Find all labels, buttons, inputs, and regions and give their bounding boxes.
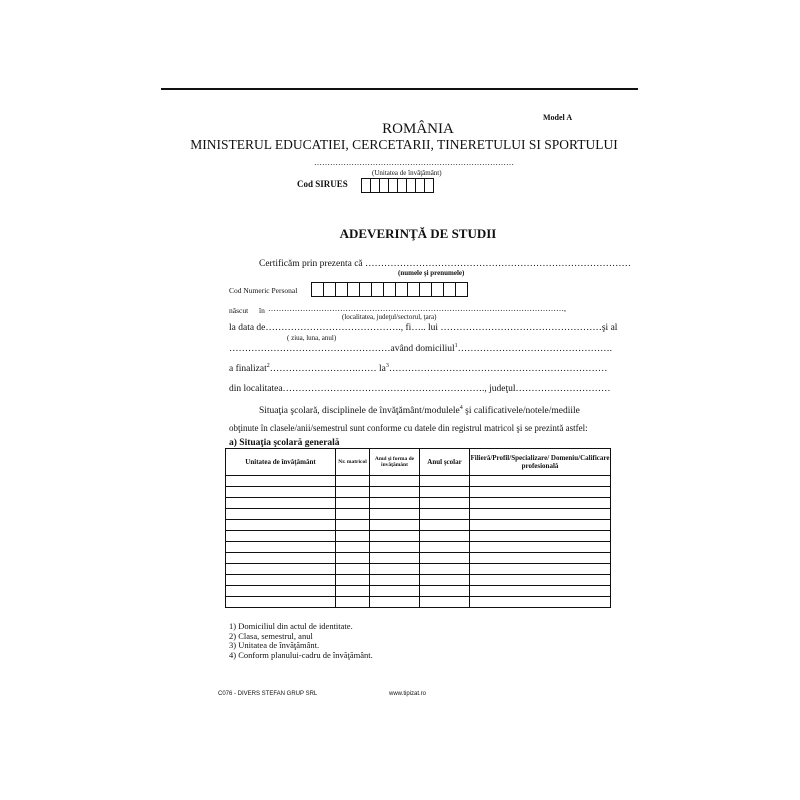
table-cell[interactable] [226, 542, 336, 553]
table-cell[interactable] [420, 575, 470, 586]
table-cell[interactable] [470, 498, 611, 509]
table-cell[interactable] [226, 509, 336, 520]
situation-paragraph-1 [259, 405, 609, 416]
domicile-line[interactable] [229, 343, 612, 354]
table-cell[interactable] [226, 487, 336, 498]
table-cell[interactable] [420, 509, 470, 520]
table-cell[interactable] [226, 520, 336, 531]
footnote-ref-4: 4 [459, 405, 463, 411]
situation-text-b: şi calificativele/notele/mediile [465, 406, 580, 417]
table-cell[interactable] [370, 553, 420, 564]
table-cell[interactable] [226, 575, 336, 586]
table-cell[interactable] [226, 531, 336, 542]
table-cell[interactable] [370, 586, 420, 597]
table-cell[interactable] [370, 487, 420, 498]
col-header-year-form: Anul şi forma de învăţământ [370, 449, 420, 476]
table-cell[interactable] [470, 476, 611, 487]
footnote-ref-1: 1 [454, 343, 458, 349]
model-label: Model A [543, 113, 573, 122]
place-caption: (localitatea, judeţul/sectorul, ţara) [342, 313, 437, 321]
situation-paragraph-2: obţinute în clasele/anii/semestrul sunt conforme cu datele din registrul matricol şi se prezintă astfel: [229, 423, 588, 433]
locality-line[interactable]: din localitatea………………………………………………………., judeţul………………………… [229, 384, 611, 394]
table-row [226, 564, 611, 575]
table-cell[interactable] [226, 564, 336, 575]
footnote-2: 2) Clasa, semestrul, anul [229, 630, 313, 641]
footnote-4: 4) Conform planului-cadru de învăţământ. [229, 649, 373, 660]
table-cell[interactable] [470, 509, 611, 520]
table-cell[interactable] [470, 531, 611, 542]
table-cell[interactable] [420, 564, 470, 575]
table-cell[interactable] [370, 476, 420, 487]
table-cell[interactable] [420, 586, 470, 597]
col-header-unit: Unitatea de învăţământ [226, 449, 336, 476]
table-cell[interactable] [336, 564, 370, 575]
finalized-text-a: a finalizat [229, 364, 267, 375]
table-cell[interactable] [470, 597, 611, 608]
table-row [226, 575, 611, 586]
date-caption: ( ziua, luna, anul) [287, 334, 337, 342]
table-cell[interactable] [470, 520, 611, 531]
table-cell[interactable] [370, 575, 420, 586]
table-cell[interactable] [226, 597, 336, 608]
table-cell[interactable] [336, 586, 370, 597]
name-field[interactable]: ………………………………………………………………………… [365, 259, 631, 269]
table-cell[interactable] [336, 542, 370, 553]
domicile-text-b: …………………………………………. [457, 344, 612, 355]
table-cell[interactable] [336, 531, 370, 542]
table-cell[interactable] [370, 597, 420, 608]
table-cell[interactable] [226, 476, 336, 487]
table-cell[interactable] [336, 509, 370, 520]
birthdate-line[interactable]: la data de……………………………………., fi….. lui ……………………………………………şi al [229, 323, 618, 333]
table-cell[interactable] [336, 487, 370, 498]
table-cell[interactable] [370, 498, 420, 509]
top-rule [161, 88, 638, 90]
name-caption: (numele şi prenumele) [398, 269, 465, 277]
footer-website[interactable]: www.tipizat.ro [389, 691, 427, 697]
section-a-title: a) Situaţia şcolară generală [229, 438, 340, 448]
table-cell[interactable] [470, 575, 611, 586]
table-header-row [226, 449, 611, 476]
col-header-registry: Nr. matricol [336, 449, 370, 476]
document-title: ADEVERINŢĂ DE STUDII [339, 226, 497, 241]
sirues-label: Cod SIRUES [297, 179, 348, 189]
situation-text-a: Situaţia şcolară, disciplinele de învăţământ/modulele [259, 406, 460, 417]
born-in-label: în [259, 306, 265, 315]
col-header-specialization: Filieră/Profil/Specializare/ Domeniu/Calificare profesională [470, 449, 611, 476]
table-row [226, 542, 611, 553]
table-cell[interactable] [420, 520, 470, 531]
cnp-label: Cod Numeric Personal [229, 286, 298, 295]
table-row [226, 531, 611, 542]
table-row [226, 597, 611, 608]
sirues-boxes[interactable] [361, 178, 434, 193]
table-cell[interactable] [336, 520, 370, 531]
domicile-text-a: ……………………………………………avȃnd domiciliul [229, 344, 455, 355]
table-row [226, 586, 611, 597]
table-cell[interactable] [470, 553, 611, 564]
unit-dots: ………………………………………………………………… [314, 158, 514, 167]
certify-text: Certificăm prin prezenta că [259, 259, 363, 269]
table-cell[interactable] [470, 586, 611, 597]
footnote-3: 3) Unitatea de învăţământ. [229, 640, 320, 650]
unit-caption: (Unitatea de învăţământ) [372, 169, 442, 177]
table-cell[interactable] [370, 509, 420, 520]
table-row [226, 498, 611, 509]
table-cell[interactable] [470, 564, 611, 575]
table-cell[interactable] [226, 586, 336, 597]
school-situation-table [225, 448, 611, 608]
footnote-ref-2: 2 [266, 363, 270, 369]
col-header-school-year: Anul şcolar [420, 449, 470, 476]
birthplace-field[interactable]: …………………………………………………………………………………………………, [268, 304, 566, 313]
table-cell[interactable] [420, 553, 470, 564]
footnote-1: 1) Domiciliul din actul de identitate. [229, 621, 353, 631]
ministry-title: MINISTERUL EDUCATIEI, CERCETARII, TINERETULUI SI SPORTULUI [190, 137, 618, 152]
table-cell[interactable] [420, 498, 470, 509]
finalized-line[interactable] [229, 363, 607, 374]
table-cell[interactable] [336, 553, 370, 564]
table-cell[interactable] [336, 597, 370, 608]
table-row [226, 553, 611, 564]
footer-printer: C076 - DIVERS STEFAN GRUP SRL [218, 691, 318, 697]
table-body [226, 476, 611, 608]
country-title: ROMÂNIA [382, 121, 454, 137]
table-cell[interactable] [420, 597, 470, 608]
table-row [226, 476, 611, 487]
finalized-text-b: ……………………….…… la [269, 364, 386, 375]
table-cell[interactable] [370, 564, 420, 575]
table-cell[interactable] [420, 487, 470, 498]
table-cell[interactable] [226, 553, 336, 564]
footnotes [229, 622, 373, 660]
table-row [226, 487, 611, 498]
table-cell[interactable] [420, 542, 470, 553]
born-label: născut [229, 306, 249, 315]
table-cell[interactable] [370, 520, 420, 531]
table-cell[interactable] [420, 531, 470, 542]
table-cell[interactable] [336, 498, 370, 509]
finalized-text-c: …………………………………………………………… [388, 364, 608, 375]
table-cell[interactable] [226, 498, 336, 509]
cnp-boxes[interactable] [311, 282, 468, 297]
table-cell[interactable] [336, 575, 370, 586]
table-row [226, 509, 611, 520]
table-cell[interactable] [370, 542, 420, 553]
table-cell[interactable] [420, 476, 470, 487]
table-cell[interactable] [470, 542, 611, 553]
table-cell[interactable] [336, 476, 370, 487]
footnote-ref-3: 3 [385, 363, 389, 369]
table-cell[interactable] [470, 487, 611, 498]
table-row [226, 520, 611, 531]
table-cell[interactable] [370, 531, 420, 542]
